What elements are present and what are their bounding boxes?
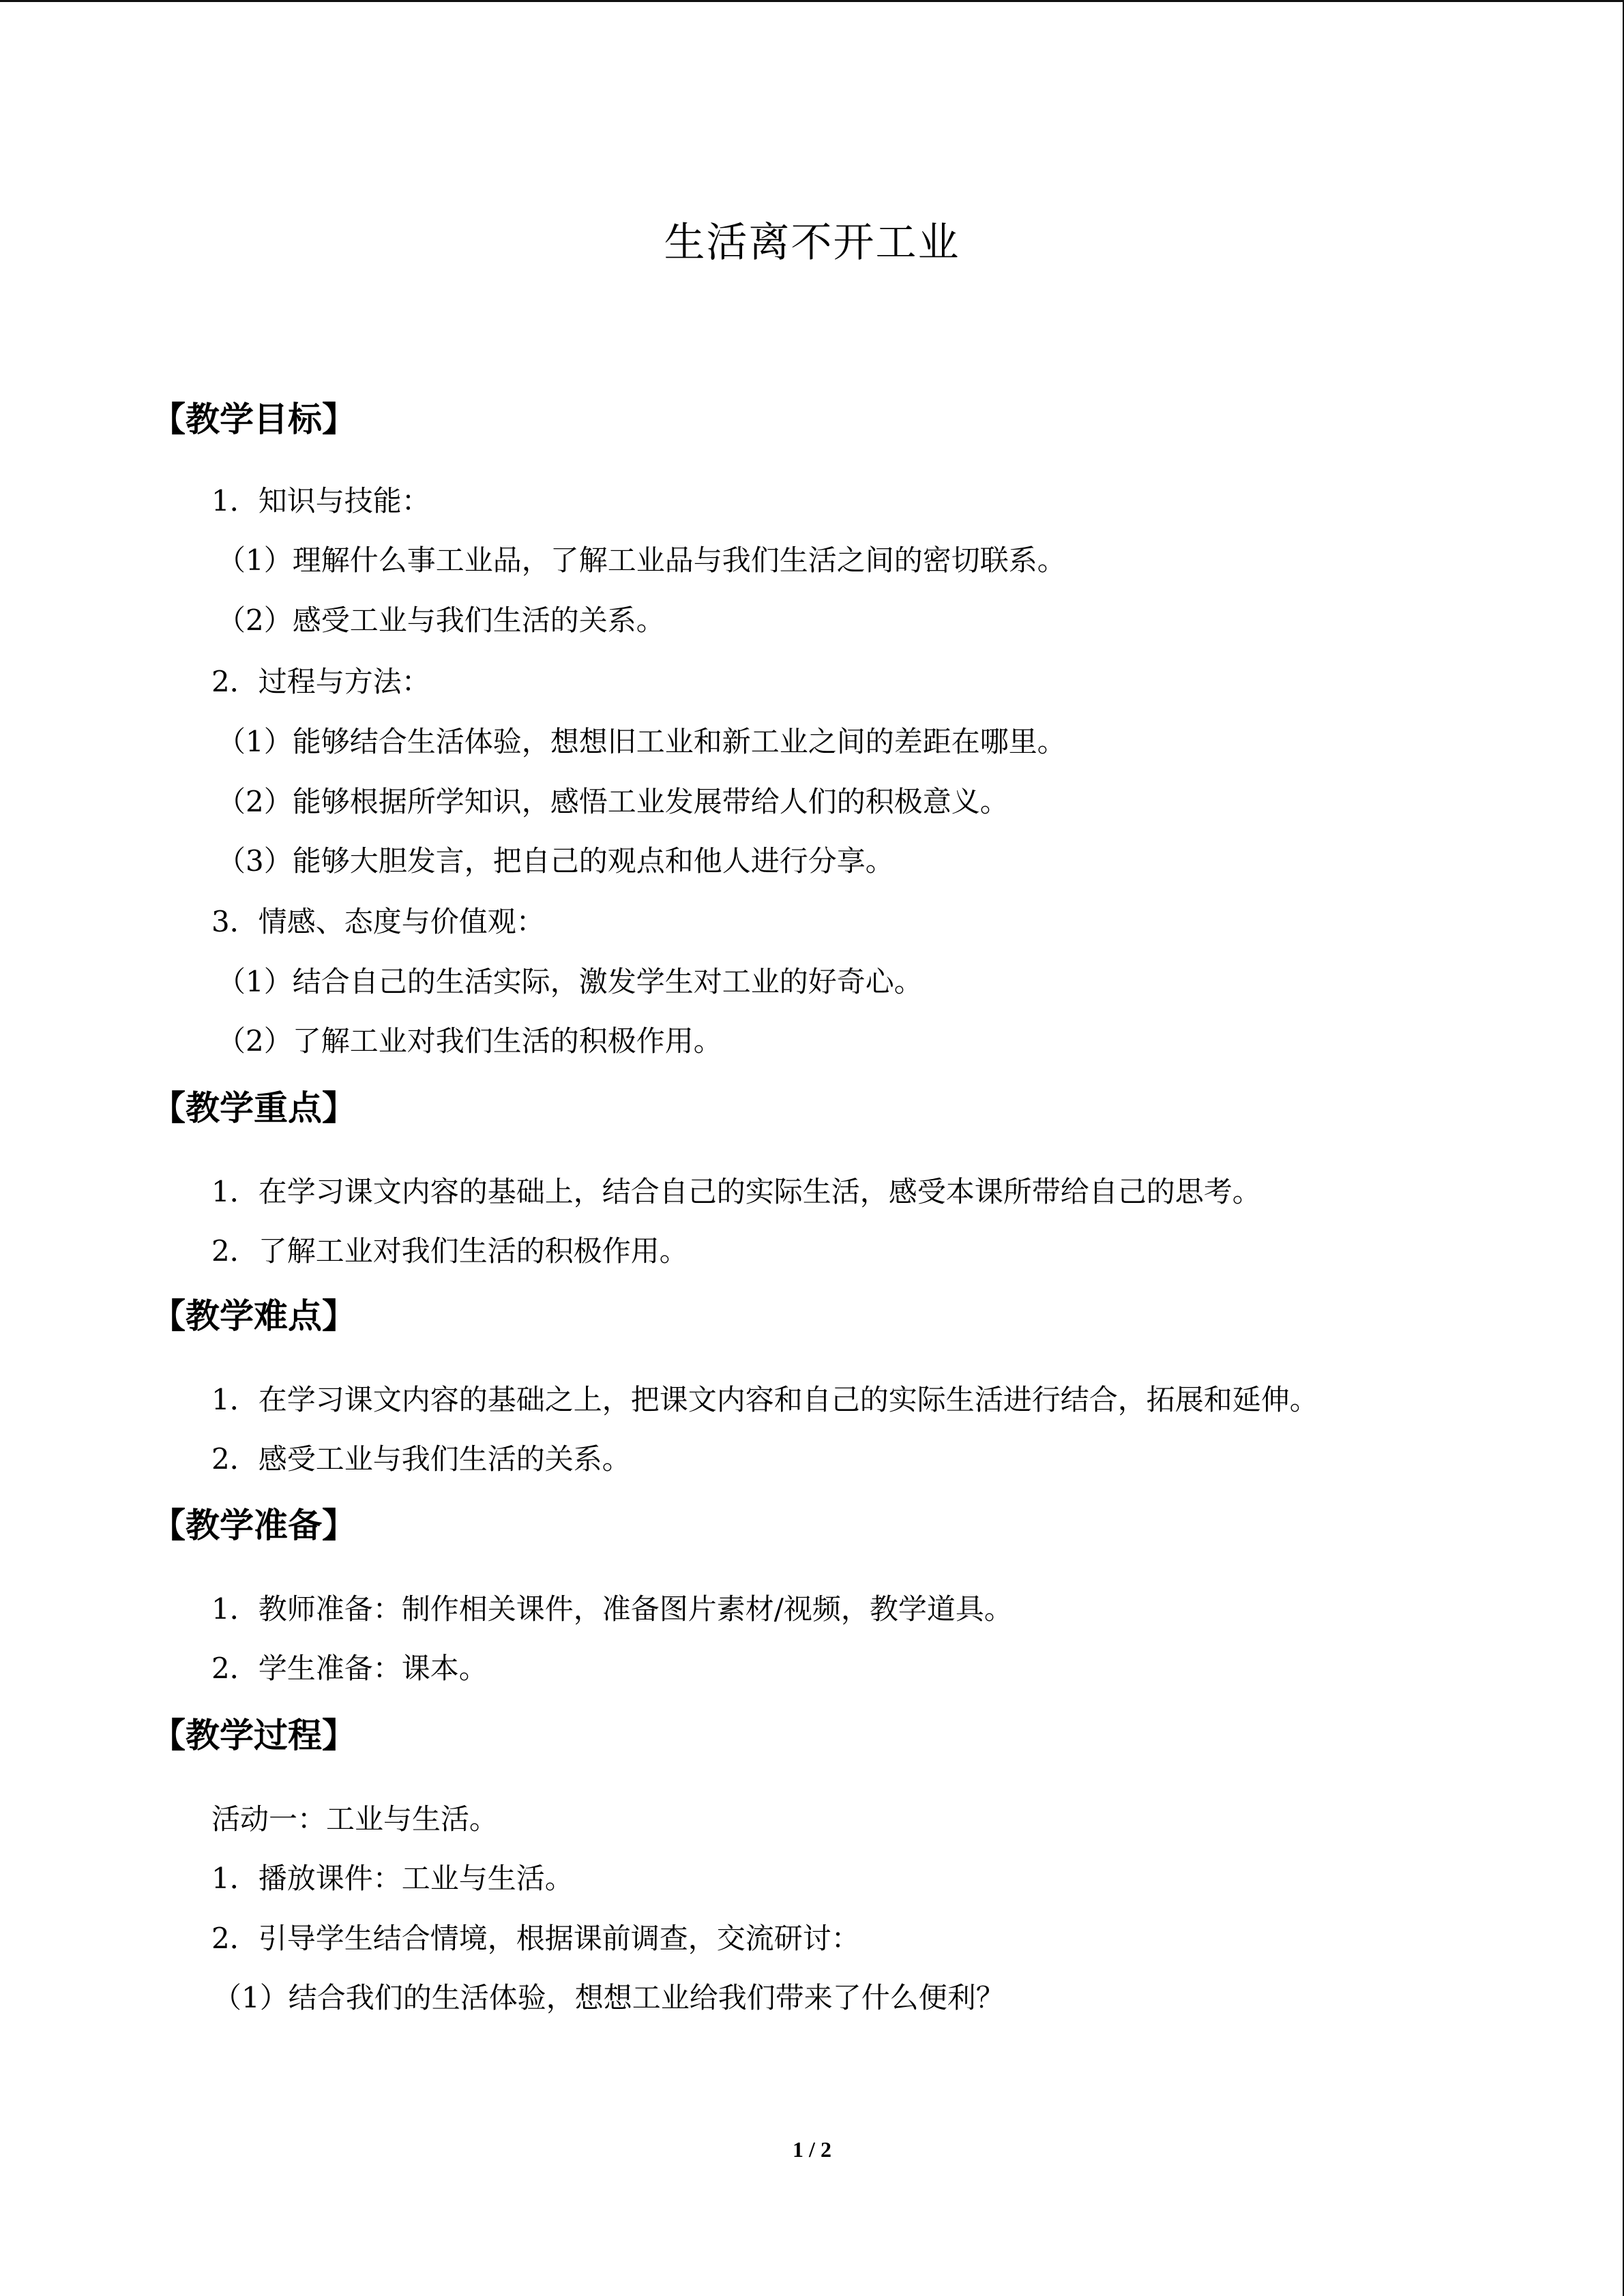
- objective-item: （1）能够结合生活体验，想想旧工业和新工业之间的差距在哪里。: [217, 725, 1066, 758]
- difficulty-item: 2．感受工业与我们生活的关系。: [211, 1442, 631, 1476]
- page-frame-top-border: [0, 0, 1624, 2]
- key-point-item: 2．了解工业对我们生活的积极作用。: [211, 1234, 688, 1268]
- process-item: 1．播放课件：工业与生活。: [211, 1862, 574, 1895]
- preparation-item: 2．学生准备：课本。: [211, 1652, 488, 1685]
- objective-item: （2）了解工业对我们生活的积极作用。: [217, 1024, 722, 1058]
- objective-item: （2）能够根据所学知识，感悟工业发展带给人们的积极意义。: [217, 785, 1009, 818]
- objective-item: （3）能够大胆发言，把自己的观点和他人进行分享。: [217, 844, 894, 878]
- document-title: 生活离不开工业: [664, 219, 960, 267]
- section-heading-difficulties: 【教学难点】: [151, 1296, 356, 1336]
- section-heading-key-points: 【教学重点】: [151, 1088, 356, 1128]
- section-heading-process: 【教学过程】: [151, 1716, 356, 1755]
- page-number: 1 / 2: [793, 2137, 831, 2162]
- process-item: （1）结合我们的生活体验，想想工业给我们带来了什么便利？: [213, 1981, 1005, 2014]
- section-heading-objectives: 【教学目标】: [151, 400, 356, 439]
- process-item: 2．引导学生结合情境，根据课前调查，交流研讨：: [211, 1922, 860, 1955]
- objective-item: （1）理解什么事工业品，了解工业品与我们生活之间的密切联系。: [217, 543, 1066, 577]
- objective-item: 1．知识与技能：: [211, 484, 430, 518]
- objective-item: 3．情感、态度与价值观：: [211, 905, 545, 938]
- key-point-item: 1．在学习课文内容的基础上，结合自己的实际生活，感受本课所带给自己的思考。: [211, 1175, 1261, 1208]
- objective-item: 2．过程与方法：: [211, 665, 430, 698]
- preparation-item: 1．教师准备：制作相关课件，准备图片素材/视频，教学道具。: [211, 1592, 1013, 1626]
- objective-item: （2）感受工业与我们生活的关系。: [217, 603, 665, 637]
- objective-item: （1）结合自己的生活实际，激发学生对工业的好奇心。: [217, 965, 923, 998]
- difficulty-item: 1．在学习课文内容的基础之上，把课文内容和自己的实际生活进行结合，拓展和延伸。: [211, 1383, 1318, 1416]
- section-heading-preparation: 【教学准备】: [151, 1506, 356, 1545]
- process-item: 活动一：工业与生活。: [211, 1802, 499, 1836]
